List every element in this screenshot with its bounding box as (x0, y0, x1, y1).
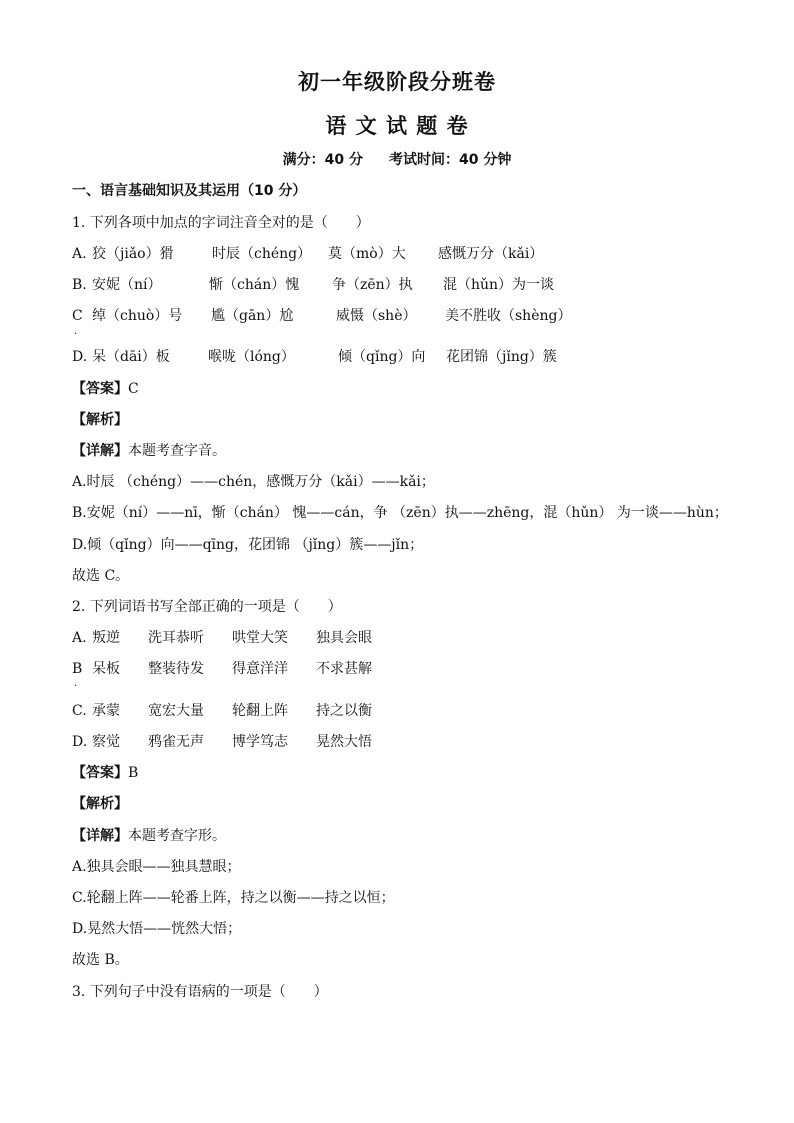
exam-title: 初一年级阶段分班卷 (298, 70, 496, 94)
option-item: 鸦雀无声 (148, 734, 204, 750)
q1-answer (72, 380, 139, 398)
q3-stem: 3. 下列句子中没有语病的一项是（ ） (72, 984, 328, 1000)
option-item: 轮翻上阵 (232, 703, 288, 719)
section-heading: 一、语言基础知识及其运用（10 分） (72, 183, 307, 199)
q1-explain-line: D.倾（qǐng）向——qīng，花团锦 （jǐng）簇——jǐn； (72, 537, 424, 553)
detail-tag: 【详解】 (72, 443, 128, 459)
option-label: A. (72, 630, 87, 646)
option-item: 喉咙（lóng） (208, 349, 295, 365)
q2-explain-line: D.晃然大悟——恍然大悟； (72, 921, 242, 937)
q1-conclusion: 故选 C。 (72, 568, 130, 584)
option-label: D. (72, 734, 88, 750)
option-item: 整装待发 (148, 661, 204, 677)
option-item: 不求甚解 (316, 661, 372, 677)
option-item: 承蒙 (92, 703, 120, 719)
option-item: 呆板 (92, 661, 120, 677)
q2-explain-line: A.独具会眼——独具慧眼； (72, 859, 241, 875)
option-item: 持之以衡 (316, 703, 372, 719)
option-item: 尴（gān）尬 (211, 308, 294, 324)
q1-analysis-tag: 【解析】 (72, 412, 128, 428)
exam-subtitle: 语 文 试 题 卷 (325, 114, 469, 138)
option-label: D. (72, 349, 88, 365)
option-item: 叛逆 (92, 630, 120, 646)
answer-tag: 【答案】 (72, 765, 128, 781)
option-item: 博学笃志 (232, 734, 288, 750)
option-item: 独具会眼 (316, 630, 372, 646)
answer-value: C (128, 381, 139, 397)
q2-analysis-tag: 【解析】 (72, 796, 128, 812)
answer-value: B (128, 765, 139, 781)
detail-text: 本题考查字音。 (128, 443, 226, 459)
option-item: 哄堂大笑 (232, 630, 288, 646)
q2-explain-line: C.轮翻上阵——轮番上阵，持之以衡——持之以恒； (72, 890, 395, 906)
option-item: 倾（qǐng）向 (338, 349, 426, 365)
detail-text: 本题考查字形。 (128, 828, 226, 844)
option-item: 呆（dāi）板 (92, 349, 170, 365)
option-item: 时辰（chéng） (212, 246, 312, 262)
option-item: 宽宏大量 (148, 703, 204, 719)
answer-tag: 【答案】 (72, 381, 128, 397)
option-item: 安妮（ní） (92, 277, 162, 293)
exam-time: 考试时间：40 分钟 (389, 152, 512, 168)
option-label: C. (72, 703, 87, 719)
option-item: 莫（mò）大 (328, 246, 406, 262)
option-label: B. (72, 277, 87, 293)
q1-explain-line: B.安妮（ní）——nī，惭（chán） 愧——cán，争 （zēn）执——zhēng，混（hǔn） 为一谈——hùn； (72, 505, 728, 521)
option-item: 洗耳恭听 (148, 630, 204, 646)
option-item: 狡（jiǎo）猾 (92, 246, 174, 262)
option-label: C (72, 308, 83, 324)
option-item: 惭（chán）愧 (209, 277, 300, 293)
option-item: 察觉 (92, 734, 120, 750)
q2-detail (72, 827, 226, 845)
option-item: 花团锦（jǐng）簇 (446, 349, 557, 365)
q2-stem: 2. 下列词语书写全部正确的一项是（ ） (72, 599, 342, 615)
q1-stem: 1. 下列各项中加点的字词注音全对的是（ ） (72, 215, 370, 231)
emphasis-dot: · (74, 329, 78, 340)
option-item: 晃然大悟 (316, 734, 372, 750)
q1-detail (72, 442, 226, 460)
option-label: B (72, 661, 83, 677)
full-score: 满分：40 分 (282, 152, 363, 168)
option-label: A. (72, 246, 87, 262)
option-item: 感慨万分（kǎi） (438, 246, 544, 262)
emphasis-dot: · (74, 681, 78, 692)
option-item: 混（hǔn）为一谈 (443, 277, 555, 293)
score-time-line (0, 149, 794, 169)
option-item: 绰（chuò）号 (92, 308, 183, 324)
q2-conclusion: 故选 B。 (72, 952, 129, 968)
q2-answer (72, 764, 138, 782)
option-item: 威慑（shè） (336, 308, 417, 324)
detail-tag: 【详解】 (72, 828, 128, 844)
option-item: 争（zēn）执 (332, 277, 413, 293)
option-item: 得意洋洋 (232, 661, 288, 677)
q1-explain-line: A.时辰 （chéng）——chén，感慨万分（kǎi）——kǎi； (72, 474, 435, 490)
option-item: 美不胜收（shèng） (445, 308, 572, 324)
